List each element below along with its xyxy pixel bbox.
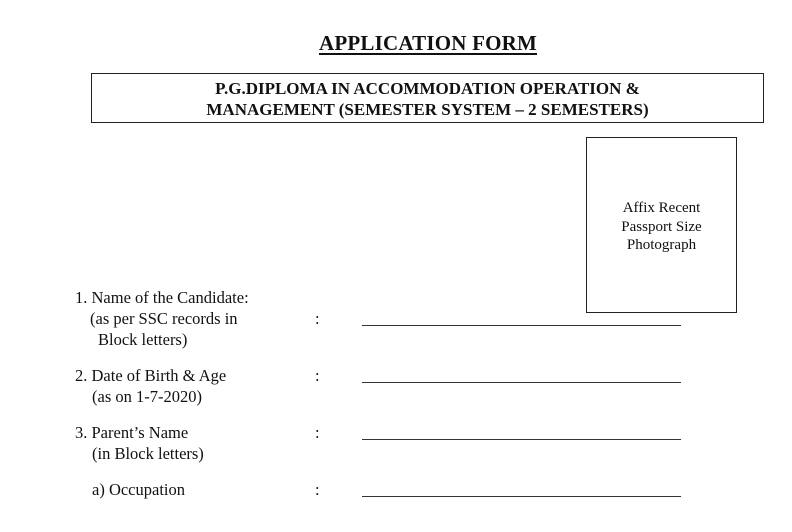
date-of-birth-input-line[interactable] [362,382,681,383]
field-label-occupation: a) Occupation [92,480,185,499]
photo-instruction-line-1: Affix Recent [622,200,701,216]
field-colon-occupation: : [315,480,320,499]
course-title-line-2: MANAGEMENT (SEMESTER SYSTEM – 2 SEMESTERS) [206,100,649,119]
occupation-input-line[interactable] [362,496,681,497]
field-hint-candidate-name-1: (as per SSC records in [90,309,238,328]
field-colon-parent-name: : [315,423,320,442]
form-title: APPLICATION FORM [318,31,538,55]
field-colon-candidate-name: : [315,309,320,328]
course-title-box [91,73,764,123]
photo-instruction-line-2: Passport Size [621,218,702,235]
candidate-name-input-line[interactable] [362,325,681,326]
field-label-date-of-birth: 2. Date of Birth & Age [75,366,227,385]
field-hint-date-of-birth: (as on 1-7-2020) [92,387,202,406]
parent-name-input-line[interactable] [362,439,681,440]
field-hint-parent-name: (in Block letters) [92,444,204,463]
field-label-parent-name: 3. Parent’s Name [75,423,189,442]
course-title-line-1: P.G.DIPLOMA IN ACCOMMODATION OPERATION & [215,79,640,98]
photo-instructions [587,199,736,255]
field-label-candidate-name: 1. Name of the Candidate: [75,288,249,307]
field-colon-date-of-birth: : [315,366,320,385]
photo-instruction-line-3: Photograph [626,237,697,253]
field-hint-candidate-name-2: Block letters) [98,330,188,349]
photo-placeholder-box [586,137,737,313]
